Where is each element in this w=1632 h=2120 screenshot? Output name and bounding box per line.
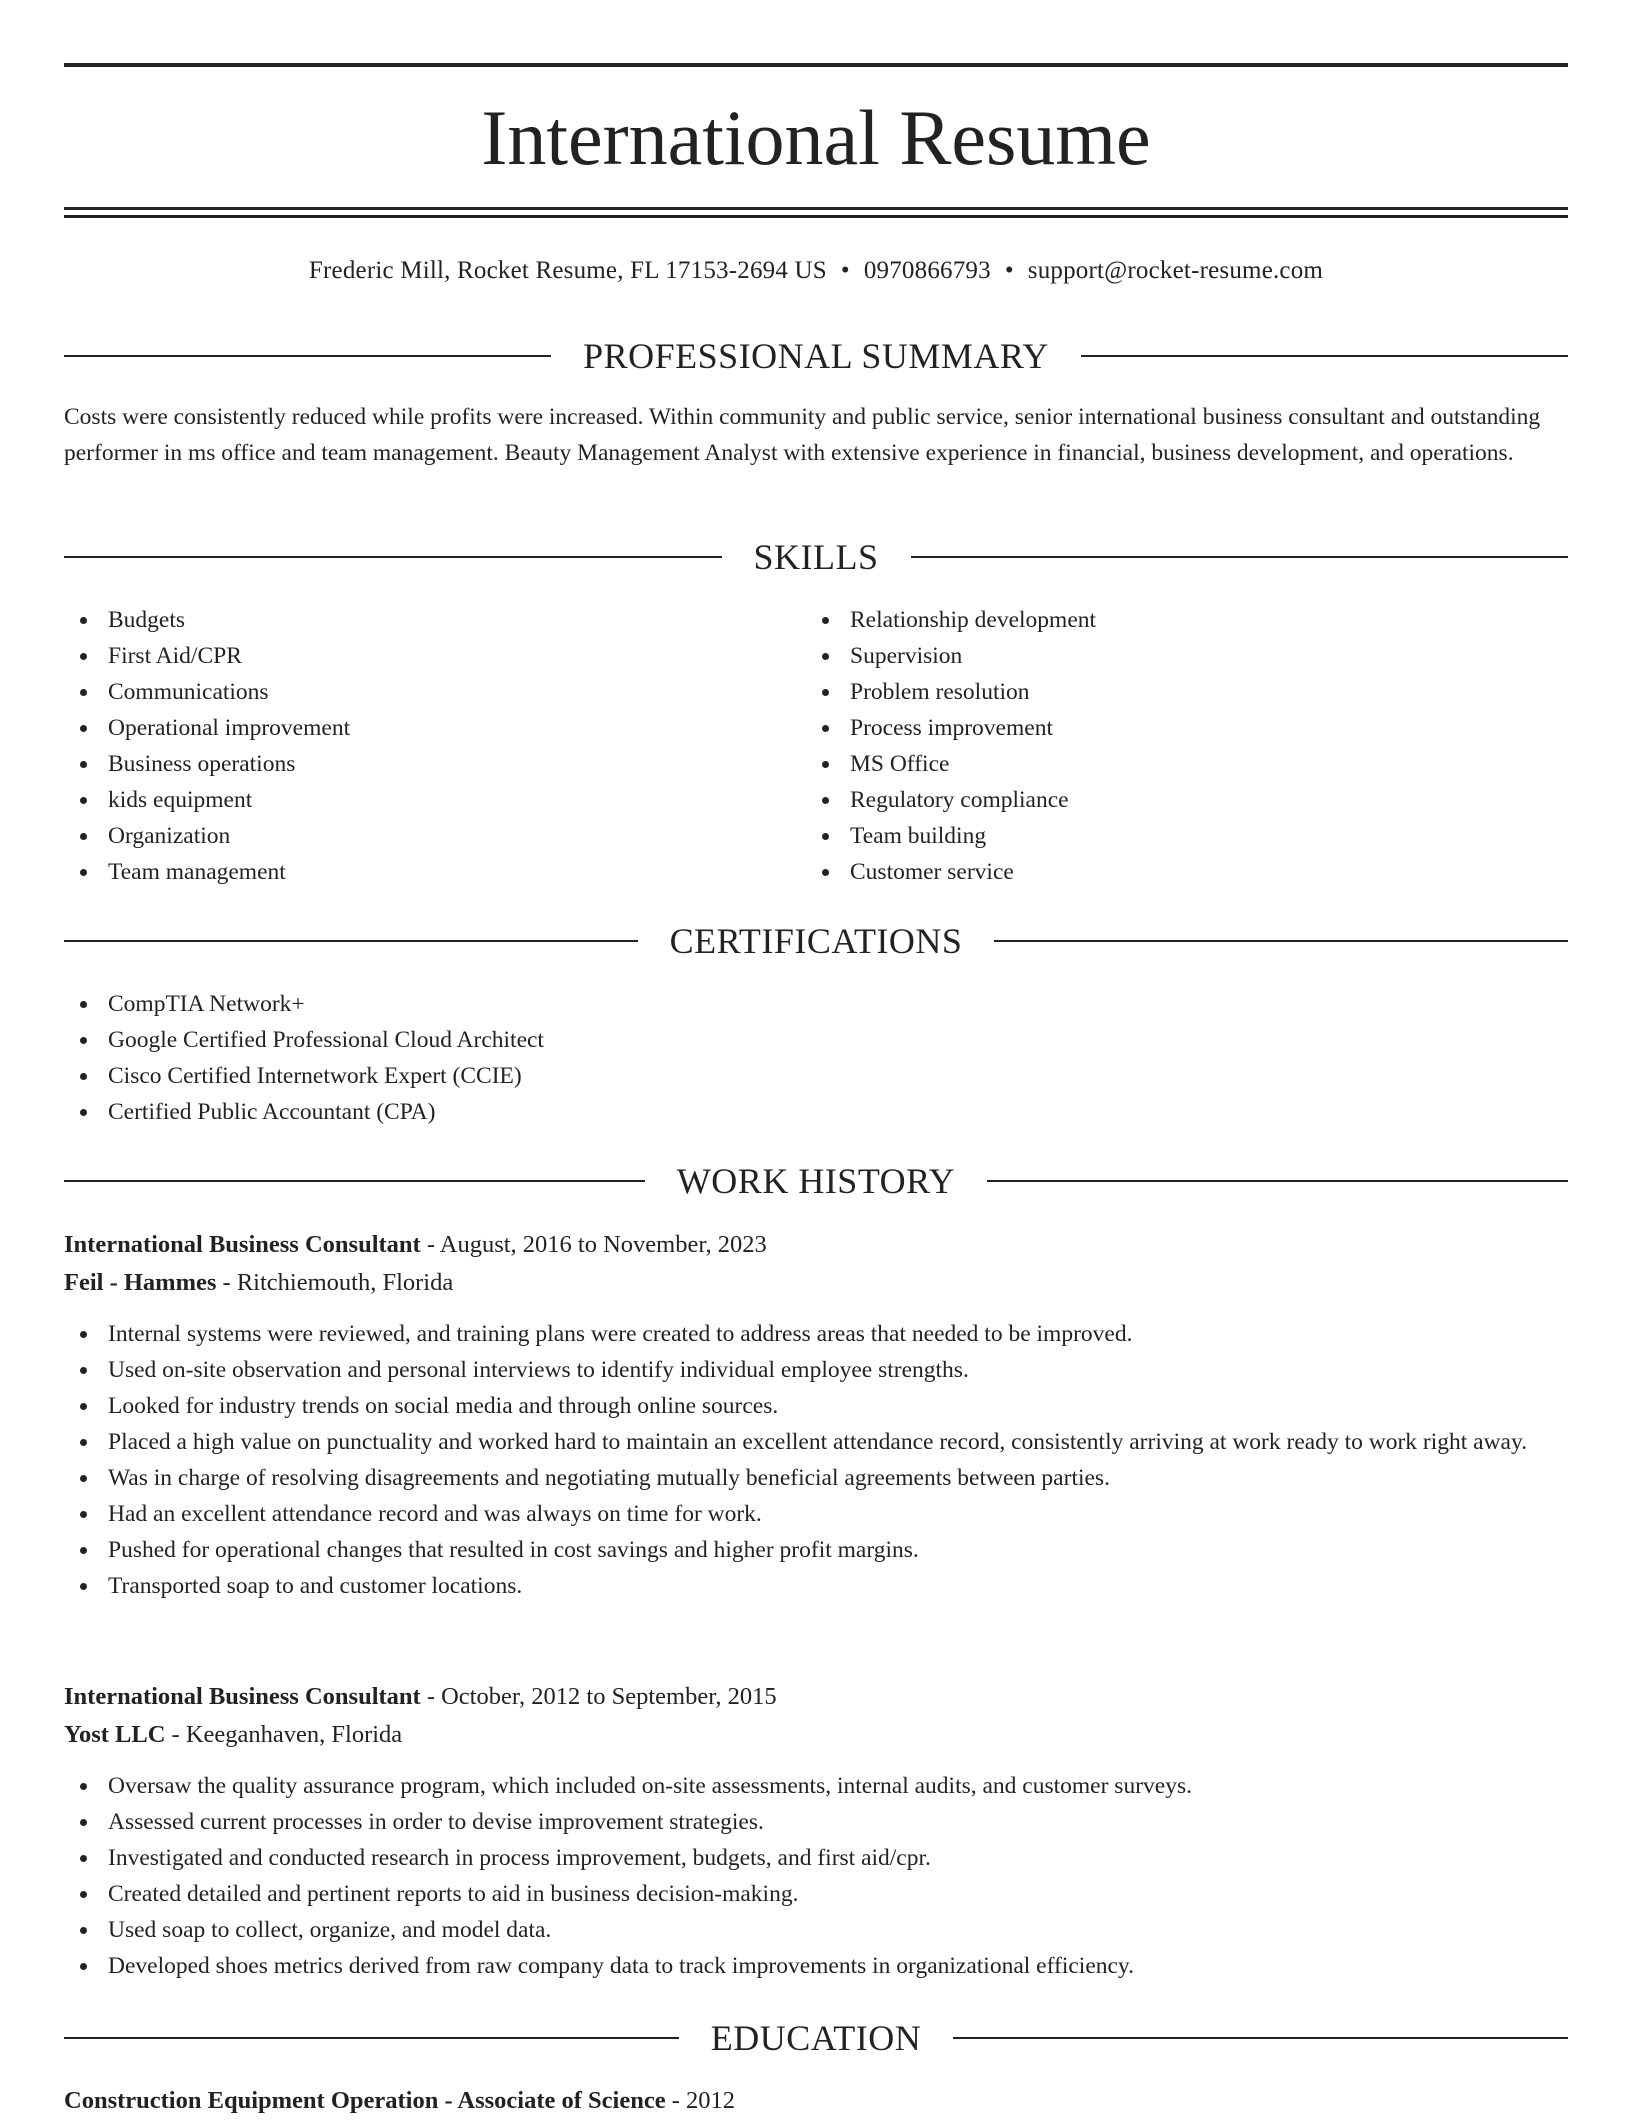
job-title: International Business Consultant <box>64 1231 421 1258</box>
job-dates: - August, 2016 to November, 2023 <box>420 1231 767 1258</box>
contact-separator: • <box>840 257 850 284</box>
job-duty-item: Internal systems were reviewed, and training plans were created to address areas that needed to be improved. <box>64 1316 1568 1352</box>
skill-item: Customer service <box>806 854 1546 890</box>
job-duty-item: Developed shoes metrics derived from raw company data to track improvements in organizational efficiency. <box>64 1948 1568 1984</box>
job-duty-item: Pushed for operational changes that resulted in cost savings and higher profit margins. <box>64 1532 1568 1568</box>
certification-item: Certified Public Accountant (CPA) <box>64 1094 1568 1130</box>
job-duty-item: Used soap to collect, organize, and model data. <box>64 1912 1568 1948</box>
job-duty-item: Placed a high value on punctuality and worked hard to maintain an excellent attendance record, consistently arriving at work ready to work right away. <box>64 1424 1568 1460</box>
section-rule <box>911 556 1569 558</box>
section-rule <box>64 2037 679 2039</box>
section-rule <box>64 1180 645 1182</box>
header-bottom-rule <box>64 207 1568 210</box>
job-duty-item: Had an excellent attendance record and was always on time for work. <box>64 1496 1568 1532</box>
section-title: EDUCATION <box>710 2018 922 2058</box>
section-rule <box>64 556 722 558</box>
job-duty-item: Created detailed and pertinent reports to aid in business decision-making. <box>64 1876 1568 1912</box>
certification-item: Cisco Certified Internetwork Expert (CCIE) <box>64 1058 1568 1094</box>
section-title: CERTIFICATIONS <box>669 921 963 961</box>
skill-item: Process improvement <box>806 710 1546 746</box>
skill-item: Team building <box>806 818 1546 854</box>
skill-item: Relationship development <box>806 602 1546 638</box>
section-rule <box>64 940 638 942</box>
job-entry <box>64 1226 1568 1604</box>
job-company-line <box>64 1264 1568 1302</box>
skill-item: Operational improvement <box>64 710 804 746</box>
skill-item: Team management <box>64 854 804 890</box>
skill-item: Communications <box>64 674 804 710</box>
section-rule <box>64 355 551 357</box>
job-entry <box>64 1678 1568 1984</box>
section-heading-skills <box>64 535 1568 579</box>
section-rule <box>994 940 1568 942</box>
job-location: - Keeganhaven, Florida <box>165 1721 403 1748</box>
section-rule <box>1081 355 1568 357</box>
education-program: Construction Equipment Operation - Associate of Science <box>64 2087 666 2114</box>
skill-item: Budgets <box>64 602 804 638</box>
header-bottom-rule-2 <box>64 215 1568 218</box>
contact-email: support@rocket-resume.com <box>1027 257 1324 284</box>
section-heading-certifications <box>64 919 1568 963</box>
job-title-line <box>64 1226 1568 1264</box>
skill-item: Problem resolution <box>806 674 1546 710</box>
summary-text: Costs were consistently reduced while profits were increased. Within community and public service, senior international business consultant and outstanding performer in ms office and team management. Beauty Management Analyst with extensive experience in financial, business development, and operations. <box>64 404 1541 466</box>
skill-item: Business operations <box>64 746 804 782</box>
skill-item: Regulatory compliance <box>806 782 1546 818</box>
job-duty-item: Assessed current processes in order to devise improvement strategies. <box>64 1804 1568 1840</box>
skill-item: kids equipment <box>64 782 804 818</box>
job-duties-list <box>64 1768 1568 1984</box>
job-dates: - October, 2012 to September, 2015 <box>420 1683 777 1710</box>
job-duties-list <box>64 1316 1568 1604</box>
education-year: - 2012 <box>665 2087 736 2114</box>
job-title: International Business Consultant <box>64 1683 421 1710</box>
job-location: - Ritchiemouth, Florida <box>216 1269 454 1296</box>
job-duty-item: Was in charge of resolving disagreements and negotiating mutually beneficial agreements between parties. <box>64 1460 1568 1496</box>
certification-item: Google Certified Professional Cloud Architect <box>64 1022 1568 1058</box>
page-title: International Resume <box>481 94 1151 181</box>
job-duty-item: Investigated and conducted research in process improvement, budgets, and first aid/cpr. <box>64 1840 1568 1876</box>
section-heading-work-history <box>64 1159 1568 1203</box>
skill-item: Organization <box>64 818 804 854</box>
section-rule <box>987 1180 1568 1182</box>
section-title: PROFESSIONAL SUMMARY <box>583 336 1049 376</box>
education-entry <box>64 2082 1568 2120</box>
contact-line <box>64 254 1568 288</box>
section-rule <box>953 2037 1568 2039</box>
header-top-rule <box>64 63 1568 67</box>
job-title-line <box>64 1678 1568 1716</box>
skills-list-right <box>806 602 1546 890</box>
skills-list-left <box>64 602 804 890</box>
job-duty-item: Oversaw the quality assurance program, which included on-site assessments, internal audits, and customer surveys. <box>64 1768 1568 1804</box>
contact-separator: • <box>1004 257 1014 284</box>
job-company: Yost LLC <box>64 1721 166 1748</box>
certifications-list <box>64 986 1568 1130</box>
contact-address: Frederic Mill, Rocket Resume, FL 17153-2694 US <box>308 257 827 284</box>
job-company-line <box>64 1716 1568 1754</box>
job-duty-item: Transported soap to and customer locations. <box>64 1568 1568 1604</box>
skill-item: First Aid/CPR <box>64 638 804 674</box>
job-duty-item: Used on-site observation and personal interviews to identify individual employee strengths. <box>64 1352 1568 1388</box>
certification-item: CompTIA Network+ <box>64 986 1568 1022</box>
section-heading-summary <box>64 334 1568 378</box>
section-title: SKILLS <box>753 537 879 577</box>
section-title: WORK HISTORY <box>676 1161 956 1201</box>
skill-item: Supervision <box>806 638 1546 674</box>
section-heading-education <box>64 2016 1568 2060</box>
job-duty-item: Looked for industry trends on social media and through online sources. <box>64 1388 1568 1424</box>
job-company: Feil - Hammes <box>64 1269 217 1296</box>
contact-phone: 0970866793 <box>863 257 991 284</box>
skill-item: MS Office <box>806 746 1546 782</box>
